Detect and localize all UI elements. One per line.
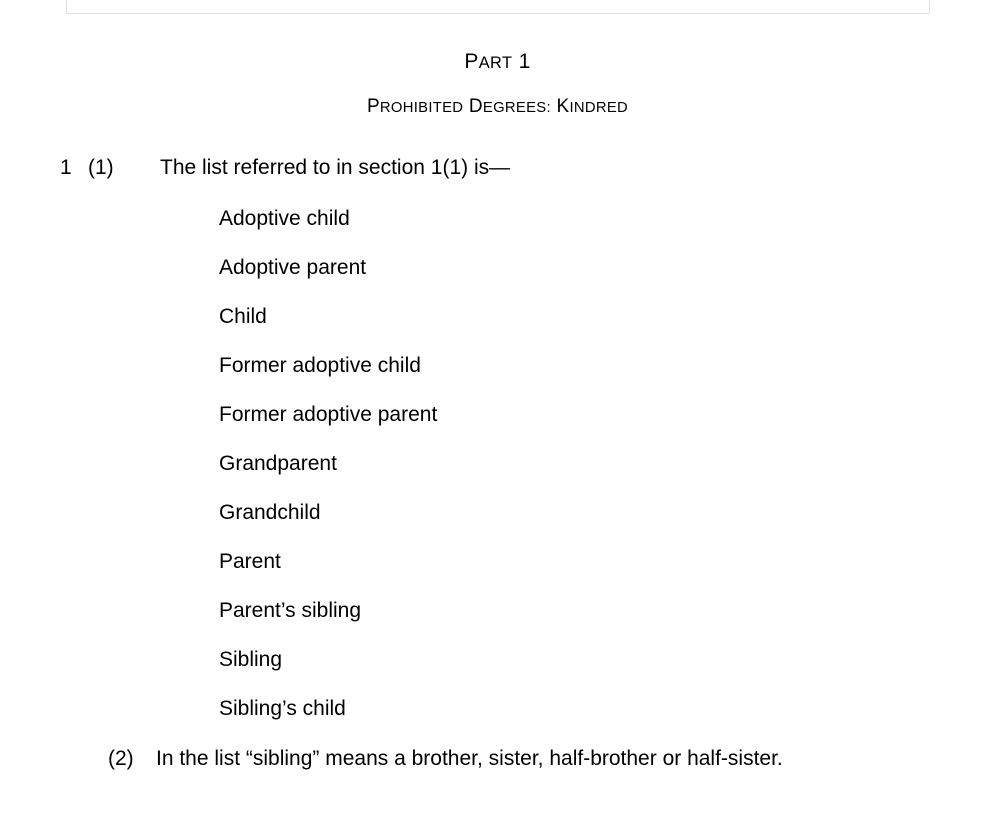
list-item: Parent’s sibling <box>219 599 362 622</box>
list-item: Sibling <box>219 648 283 671</box>
subject-heading-lead-3: K <box>556 96 570 117</box>
subject-heading-rest-1: ROHIBITED <box>379 100 464 116</box>
list-item: Grandchild <box>219 501 321 524</box>
subject-heading <box>0 96 995 118</box>
clause-text-2: In the list “sibling” means a brother, sister, half-brother or half-sister. <box>156 747 783 770</box>
page-edge-rule <box>66 0 930 14</box>
list-item: Adoptive child <box>219 207 350 230</box>
list-item: Child <box>219 305 267 328</box>
clause-sub-number-2: (2) <box>108 747 134 770</box>
part-heading-lead: P <box>464 50 479 73</box>
subject-heading-colon: : <box>546 100 551 116</box>
part-heading-rest: ART <box>478 54 513 72</box>
clause-sub-number-1: (1) <box>88 156 114 179</box>
subject-heading-rest-3: INDRED <box>569 100 629 116</box>
list-item: Former adoptive child <box>219 354 421 377</box>
list-item: Adoptive parent <box>219 256 367 279</box>
subject-heading-lead-2: D <box>468 96 483 117</box>
list-item: Grandparent <box>219 452 337 475</box>
list-item: Parent <box>219 550 281 573</box>
clause-text-1: The list referred to in section 1(1) is— <box>160 156 511 179</box>
prohibited-degrees-list <box>219 205 437 744</box>
part-heading <box>0 50 995 74</box>
subject-heading-lead-1: P <box>366 96 380 117</box>
subject-heading-rest-2: EGREES <box>482 100 547 116</box>
clause-number: 1 <box>60 156 72 179</box>
page-top-strip <box>0 0 995 16</box>
part-heading-number: 1 <box>512 50 531 73</box>
list-item: Sibling’s child <box>219 697 346 720</box>
list-item: Former adoptive parent <box>219 403 438 426</box>
